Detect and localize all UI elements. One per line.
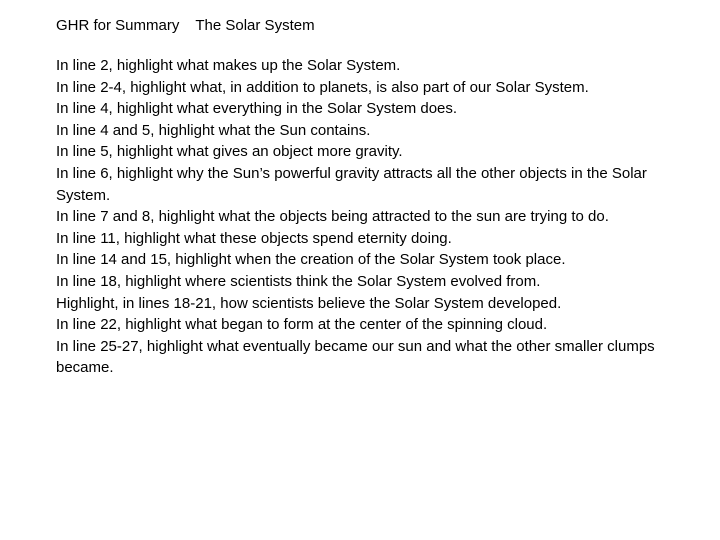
- instruction-item: In line 11, highlight what these objects spend eternity doing.: [56, 229, 452, 247]
- instruction-item: In line 18, highlight where scientists think the Solar System evolved from.: [56, 272, 541, 290]
- instruction-item: In line 5, highlight what gives an object more gravity.: [56, 143, 403, 161]
- document-page: [56, 15, 656, 379]
- header-label: GHR for Summary: [56, 17, 180, 34]
- instruction-item: In line 2-4, highlight what, in addition to planets, is also part of our Solar System.: [56, 78, 589, 96]
- instruction-item: In line 4 and 5, highlight what the Sun contains.: [56, 121, 371, 139]
- instruction-item: In line 4, highlight what everything in the Solar System does.: [56, 100, 458, 118]
- instruction-item: In line 25-27, highlight what eventually became our sun and what the other smaller clumps became.: [56, 337, 655, 377]
- instruction-item: In line 6, highlight why the Sun’s powerful gravity attracts all the other objects in the Solar System.: [56, 164, 647, 204]
- document-title: The Solar System: [195, 17, 315, 34]
- instruction-item: In line 22, highlight what began to form at the center of the spinning cloud.: [56, 316, 548, 334]
- document-header: [56, 15, 656, 37]
- instruction-list: [56, 55, 656, 379]
- instruction-item: In line 14 and 15, highlight when the creation of the Solar System took place.: [56, 251, 566, 269]
- instruction-item: In line 2, highlight what makes up the Solar System.: [56, 57, 401, 74]
- instruction-item: In line 7 and 8, highlight what the objects being attracted to the sun are trying to do.: [56, 208, 609, 226]
- instruction-item: Highlight, in lines 18-21, how scientists believe the Solar System developed.: [56, 294, 562, 312]
